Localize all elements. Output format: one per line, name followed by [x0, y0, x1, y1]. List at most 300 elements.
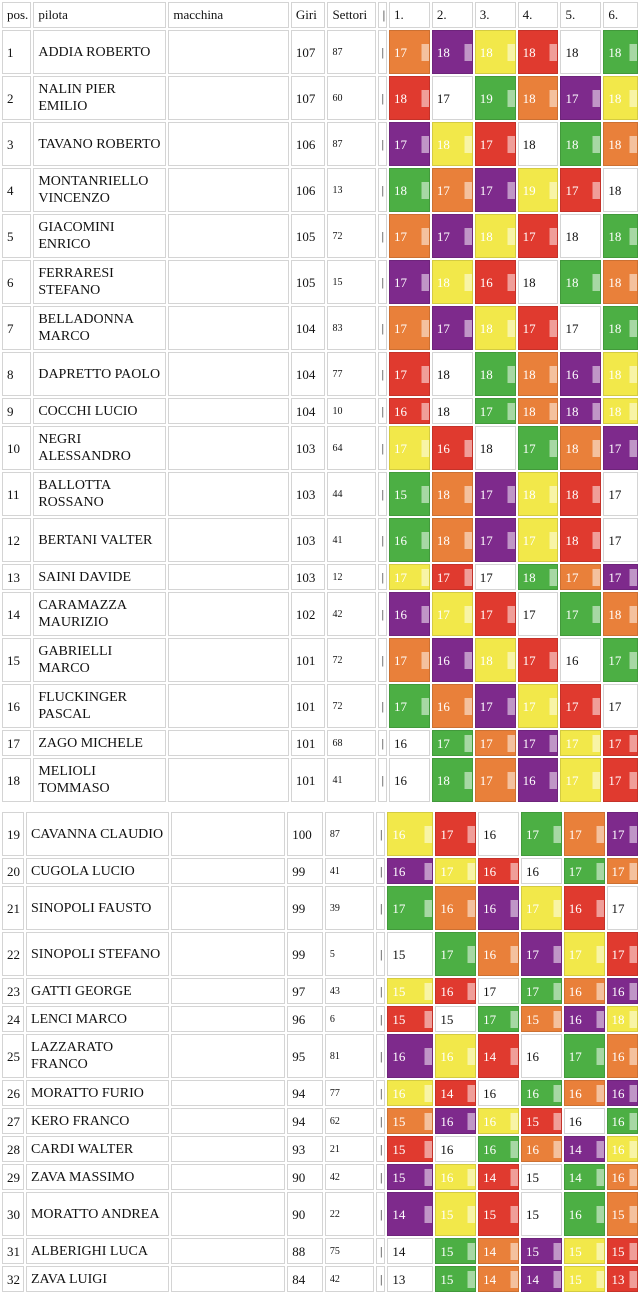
lane-1-cell — [389, 306, 430, 350]
driver-name-cell: COCCHI LUCIO — [33, 398, 166, 424]
separator-cell: | — [376, 1136, 385, 1162]
laps-cell: 106 — [291, 168, 326, 212]
driver-name-cell: CAVANNA CLAUDIO — [26, 812, 169, 856]
lane-1-cell — [387, 812, 433, 856]
lane-lap-value: 18 — [604, 228, 637, 245]
lane-lap-value: 17 — [611, 900, 625, 916]
driver-name-cell: FERRARESI STEFANO — [33, 260, 166, 304]
car-cell — [168, 168, 288, 212]
sectors-cell: 87 — [325, 812, 374, 856]
lane-1-cell — [389, 214, 430, 258]
driver-name-cell: MORATTO ANDREA — [26, 1192, 169, 1236]
lane-3-cell — [475, 592, 516, 636]
lane-lap-value: 17 — [479, 1011, 518, 1028]
position-cell: 1 — [2, 30, 31, 74]
lane-2-cell — [432, 730, 473, 756]
lane-6-cell — [603, 214, 638, 258]
lane-4-cell — [518, 638, 559, 682]
lane-4-cell — [518, 30, 559, 74]
lane-lap-value: 15 — [436, 1271, 475, 1288]
car-cell — [168, 472, 288, 516]
lane-lap-value: 15 — [525, 1169, 539, 1185]
lane-2-cell — [435, 1266, 476, 1292]
sectors-cell: 87 — [327, 30, 375, 74]
lane-4-cell — [521, 1192, 562, 1236]
lane-1-cell — [389, 76, 430, 120]
lane-lap-value: 15 — [436, 1243, 475, 1260]
lane-6-cell — [607, 1238, 638, 1264]
lane-lap-value: 18 — [519, 569, 558, 586]
table-row — [2, 1080, 638, 1106]
laps-cell: 104 — [291, 306, 326, 350]
laps-cell: 99 — [287, 932, 323, 976]
laps-cell: 103 — [291, 426, 326, 470]
lane-3-cell — [475, 398, 516, 424]
lane-6-cell — [603, 306, 638, 350]
table-row — [2, 1192, 638, 1236]
lane-5-cell — [564, 1192, 605, 1236]
lane-5-cell — [564, 1136, 605, 1162]
laps-cell: 88 — [287, 1238, 323, 1264]
position-cell: 25 — [2, 1034, 24, 1078]
driver-name-cell: SINOPOLI STEFANO — [26, 932, 169, 976]
lane-4-cell — [521, 1266, 562, 1292]
lane-lap-value: 17 — [604, 440, 637, 457]
lane-2-cell — [435, 1136, 476, 1162]
separator-cell: | — [378, 214, 387, 258]
table-row — [2, 932, 638, 976]
separator-cell: | — [378, 260, 387, 304]
lane-1-cell — [387, 1164, 433, 1190]
lane-2-cell — [435, 1034, 476, 1078]
laps-cell: 101 — [291, 758, 326, 802]
lane-2-cell — [432, 472, 473, 516]
separator-cell: | — [376, 1164, 385, 1190]
lane-lap-value: 17 — [565, 826, 604, 843]
table-row — [2, 518, 638, 562]
sectors-cell: 77 — [325, 1080, 374, 1106]
position-cell: 28 — [2, 1136, 24, 1162]
lane-4-cell — [518, 684, 559, 728]
table-row — [2, 1266, 638, 1292]
lane-5-cell — [560, 730, 601, 756]
lane-5-cell — [564, 1006, 605, 1032]
lane-2-cell — [435, 1108, 476, 1134]
position-cell: 21 — [2, 886, 24, 930]
lane-3-cell — [478, 978, 519, 1004]
driver-name-cell: LAZZARATO FRANCO — [26, 1034, 169, 1078]
lane-lap-value: 17 — [561, 735, 600, 752]
lane-lap-value: 17 — [604, 735, 637, 752]
lane-4-cell — [521, 1108, 562, 1134]
lane-lap-value: 17 — [565, 320, 579, 336]
lane-lap-value: 15 — [479, 1206, 518, 1223]
lane-1-cell — [387, 1238, 433, 1264]
lane-lap-value: 17 — [519, 735, 558, 752]
laps-cell: 104 — [291, 398, 326, 424]
lane-1-cell — [387, 1266, 433, 1292]
table-row — [2, 1164, 638, 1190]
lane-1-cell — [389, 638, 430, 682]
lane-3-cell — [478, 858, 519, 884]
lane-5-cell — [560, 122, 601, 166]
sectors-cell: 43 — [325, 978, 374, 1004]
separator-cell: | — [376, 886, 385, 930]
lane-lap-value: 17 — [433, 320, 472, 337]
lane-1-cell — [387, 978, 433, 1004]
lane-lap-value: 18 — [561, 403, 600, 420]
laps-cell: 94 — [287, 1108, 323, 1134]
position-cell: 32 — [2, 1266, 24, 1292]
lane-lap-value: 17 — [608, 698, 622, 714]
lane-lap-value: 17 — [561, 90, 600, 107]
lane-lap-value: 17 — [604, 772, 637, 789]
lane-lap-value: 16 — [388, 1048, 432, 1065]
lane-5-cell — [560, 260, 601, 304]
lane-lap-value: 15 — [392, 946, 406, 962]
lane-lap-value: 18 — [433, 772, 472, 789]
lane-lap-value: 15 — [608, 1206, 637, 1223]
lane-2-cell — [432, 352, 473, 396]
lane-6-cell — [603, 398, 638, 424]
sectors-cell: 87 — [327, 122, 375, 166]
driver-name-cell: MELIOLI TOMMASO — [33, 758, 166, 802]
lane-5-cell — [560, 352, 601, 396]
lane-2-cell — [435, 932, 476, 976]
laps-cell: 103 — [291, 472, 326, 516]
lane-5-cell — [560, 398, 601, 424]
lane-3-cell — [475, 564, 516, 590]
lane-3-cell — [475, 730, 516, 756]
separator-cell: | — [378, 758, 387, 802]
position-cell: 6 — [2, 260, 31, 304]
sectors-cell: 41 — [327, 518, 375, 562]
lane-3-cell — [475, 214, 516, 258]
lane-2-cell — [435, 1080, 476, 1106]
lane-lap-value: 15 — [608, 1243, 637, 1260]
lane-4-cell — [521, 1034, 562, 1078]
driver-name-cell: MORATTO FURIO — [26, 1080, 169, 1106]
lane-4-cell — [518, 122, 559, 166]
lane-lap-value: 16 — [568, 1113, 582, 1129]
driver-name-cell: SAINI DAVIDE — [33, 564, 166, 590]
laps-cell: 105 — [291, 260, 326, 304]
car-cell — [168, 30, 288, 74]
lane-6-cell — [607, 1080, 638, 1106]
lane-lap-value: 14 — [436, 1085, 475, 1102]
car-cell — [171, 1266, 285, 1292]
car-cell — [168, 306, 288, 350]
laps-cell: 99 — [287, 886, 323, 930]
position-cell: 10 — [2, 426, 31, 470]
lane-lap-value: 18 — [565, 228, 579, 244]
lane-lap-value: 15 — [388, 1011, 432, 1028]
lane-1-cell — [389, 730, 430, 756]
lane-4-cell — [521, 1238, 562, 1264]
col-header-separator: | — [378, 2, 387, 28]
lane-lap-value: 17 — [476, 403, 515, 420]
lane-lap-value: 16 — [479, 946, 518, 963]
table-row — [2, 472, 638, 516]
sectors-cell: 72 — [327, 214, 375, 258]
lane-lap-value: 17 — [519, 440, 558, 457]
lane-2-cell — [432, 564, 473, 590]
separator-cell: | — [378, 684, 387, 728]
lane-2-cell — [432, 592, 473, 636]
lane-2-cell — [432, 684, 473, 728]
laps-cell: 102 — [291, 592, 326, 636]
position-cell: 19 — [2, 812, 24, 856]
lane-lap-value: 17 — [436, 946, 475, 963]
lane-lap-value: 16 — [388, 1085, 432, 1102]
lane-lap-value: 17 — [390, 652, 429, 669]
driver-name-cell: KERO FRANCO — [26, 1108, 169, 1134]
lane-4-cell — [521, 1136, 562, 1162]
lane-4-cell — [518, 214, 559, 258]
table-row — [2, 426, 638, 470]
separator-cell: | — [378, 426, 387, 470]
sectors-cell: 41 — [325, 858, 374, 884]
position-cell: 29 — [2, 1164, 24, 1190]
lane-lap-value: 17 — [479, 569, 493, 585]
lane-3-cell — [478, 1238, 519, 1264]
lane-lap-value: 17 — [565, 946, 604, 963]
lane-lap-value: 16 — [433, 698, 472, 715]
lane-lap-value: 17 — [519, 698, 558, 715]
col-header-lane-3: 3. — [475, 2, 516, 28]
lane-5-cell — [564, 1080, 605, 1106]
lane-lap-value: 17 — [436, 863, 475, 880]
position-cell: 12 — [2, 518, 31, 562]
lane-6-cell — [603, 76, 638, 120]
position-cell: 22 — [2, 932, 24, 976]
lane-lap-value: 16 — [440, 1141, 454, 1157]
lane-lap-value: 18 — [604, 44, 637, 61]
lane-3-cell — [478, 1266, 519, 1292]
car-cell — [171, 1108, 285, 1134]
col-header-settori: Settori — [327, 2, 375, 28]
lane-lap-value: 16 — [608, 1048, 637, 1065]
table-row — [2, 1238, 638, 1264]
lane-1-cell — [387, 1192, 433, 1236]
lane-lap-value: 16 — [388, 863, 432, 880]
driver-name-cell: CARDI WALTER — [26, 1136, 169, 1162]
car-cell — [168, 426, 288, 470]
separator-cell: | — [378, 518, 387, 562]
lane-2-cell — [432, 518, 473, 562]
lane-lap-value: 17 — [390, 274, 429, 291]
lane-lap-value: 15 — [522, 1243, 561, 1260]
separator-cell: | — [378, 122, 387, 166]
position-cell: 18 — [2, 758, 31, 802]
separator-cell: | — [378, 730, 387, 756]
sectors-cell: 42 — [325, 1164, 374, 1190]
col-header-pilota: pilota — [33, 2, 166, 28]
lane-lap-value: 17 — [476, 772, 515, 789]
lane-lap-value: 16 — [522, 1141, 561, 1158]
lane-lap-value: 15 — [522, 1113, 561, 1130]
lane-2-cell — [435, 1006, 476, 1032]
lane-1-cell — [389, 122, 430, 166]
driver-name-cell: BELLADONNA MARCO — [33, 306, 166, 350]
laps-cell: 105 — [291, 214, 326, 258]
driver-name-cell: DAPRETTO PAOLO — [33, 352, 166, 396]
car-cell — [168, 758, 288, 802]
lane-1-cell — [387, 1136, 433, 1162]
lane-lap-value: 16 — [522, 1085, 561, 1102]
car-cell — [168, 352, 288, 396]
lane-lap-value: 18 — [519, 403, 558, 420]
lane-1-cell — [389, 426, 430, 470]
lane-lap-value: 14 — [565, 1169, 604, 1186]
driver-name-cell: BALLOTTA ROSSANO — [33, 472, 166, 516]
separator-cell: | — [376, 1266, 385, 1292]
lane-lap-value: 18 — [476, 652, 515, 669]
lane-lap-value: 14 — [479, 1243, 518, 1260]
sectors-cell: 41 — [327, 758, 375, 802]
lane-lap-value: 15 — [525, 1206, 539, 1222]
col-header-lane-5: 5. — [560, 2, 601, 28]
lane-lap-value: 16 — [483, 1085, 497, 1101]
lane-6-cell — [603, 122, 638, 166]
lane-lap-value: 14 — [522, 1271, 561, 1288]
separator-cell: | — [378, 398, 387, 424]
lane-lap-value: 17 — [519, 320, 558, 337]
lane-3-cell — [475, 684, 516, 728]
lane-lap-value: 16 — [390, 606, 429, 623]
lane-lap-value: 17 — [476, 735, 515, 752]
driver-name-cell: TAVANO ROBERTO — [33, 122, 166, 166]
separator-cell: | — [376, 1034, 385, 1078]
lane-lap-value: 17 — [390, 569, 429, 586]
lane-lap-value: 16 — [565, 1011, 604, 1028]
car-cell — [168, 214, 288, 258]
sectors-cell: 62 — [325, 1108, 374, 1134]
car-cell — [168, 76, 288, 120]
lane-lap-value: 18 — [436, 403, 450, 419]
lane-lap-value: 16 — [525, 1048, 539, 1064]
lane-lap-value: 16 — [388, 826, 432, 843]
lane-4-cell — [518, 758, 559, 802]
sectors-cell: 5 — [325, 932, 374, 976]
lane-lap-value: 18 — [522, 274, 536, 290]
lane-3-cell — [478, 1108, 519, 1134]
lane-lap-value: 17 — [476, 486, 515, 503]
lane-2-cell — [435, 812, 476, 856]
lane-6-cell — [603, 168, 638, 212]
lane-lap-value: 18 — [604, 320, 637, 337]
lane-lap-value: 16 — [565, 652, 579, 668]
table-row — [2, 592, 638, 636]
laps-cell: 96 — [287, 1006, 323, 1032]
lane-lap-value: 17 — [522, 983, 561, 1000]
sectors-cell: 83 — [327, 306, 375, 350]
lane-lap-value: 17 — [388, 900, 432, 917]
lane-6-cell — [603, 472, 638, 516]
lane-1-cell — [389, 472, 430, 516]
lane-4-cell — [521, 1080, 562, 1106]
lane-lap-value: 17 — [476, 136, 515, 153]
separator-cell: | — [376, 812, 385, 856]
lane-lap-value: 17 — [561, 182, 600, 199]
lane-lap-value: 16 — [436, 900, 475, 917]
laps-cell: 101 — [291, 684, 326, 728]
lane-lap-value: 17 — [522, 946, 561, 963]
table-row — [2, 1136, 638, 1162]
lane-lap-value: 18 — [476, 320, 515, 337]
lane-lap-value: 16 — [479, 1113, 518, 1130]
lane-4-cell — [518, 260, 559, 304]
lane-1-cell — [389, 684, 430, 728]
laps-cell: 100 — [287, 812, 323, 856]
laps-cell: 97 — [287, 978, 323, 1004]
lane-2-cell — [432, 76, 473, 120]
driver-name-cell: ADDIA ROBERTO — [33, 30, 166, 74]
lane-lap-value: 18 — [561, 532, 600, 549]
lane-5-cell — [560, 76, 601, 120]
lane-4-cell — [521, 932, 562, 976]
lane-lap-value: 17 — [476, 532, 515, 549]
position-cell: 17 — [2, 730, 31, 756]
lane-lap-value: 16 — [436, 1169, 475, 1186]
lane-lap-value: 16 — [394, 772, 408, 788]
col-header-lane-4: 4. — [518, 2, 559, 28]
separator-cell: | — [376, 978, 385, 1004]
lane-lap-value: 15 — [388, 983, 432, 1000]
laps-cell: 94 — [287, 1080, 323, 1106]
lane-6-cell — [607, 886, 638, 930]
lane-6-cell — [603, 684, 638, 728]
lane-lap-value: 16 — [565, 983, 604, 1000]
lane-lap-value: 17 — [519, 228, 558, 245]
lane-lap-value: 17 — [519, 652, 558, 669]
lane-5-cell — [564, 1034, 605, 1078]
lane-4-cell — [521, 978, 562, 1004]
lane-6-cell — [603, 758, 638, 802]
lane-lap-value: 18 — [561, 486, 600, 503]
car-cell — [168, 564, 288, 590]
car-cell — [168, 730, 288, 756]
lane-lap-value: 18 — [433, 136, 472, 153]
lane-3-cell — [478, 1192, 519, 1236]
lane-lap-value: 16 — [608, 1141, 637, 1158]
driver-name-cell: NALIN PIER EMILIO — [33, 76, 166, 120]
car-cell — [171, 1238, 285, 1264]
car-cell — [171, 1192, 285, 1236]
car-cell — [168, 260, 288, 304]
lane-lap-value: 17 — [565, 1048, 604, 1065]
lane-lap-value: 17 — [390, 136, 429, 153]
lane-1-cell — [389, 398, 430, 424]
lane-3-cell — [475, 306, 516, 350]
lane-lap-value: 17 — [436, 90, 450, 106]
laps-cell: 103 — [291, 518, 326, 562]
driver-name-cell: GIACOMINI ENRICO — [33, 214, 166, 258]
lane-5-cell — [564, 1108, 605, 1134]
lane-lap-value: 18 — [604, 90, 637, 107]
laps-cell: 104 — [291, 352, 326, 396]
lane-4-cell — [518, 592, 559, 636]
car-cell — [171, 978, 285, 1004]
table-row — [2, 886, 638, 930]
lane-4-cell — [518, 168, 559, 212]
header-row — [2, 2, 638, 28]
lane-lap-value: 18 — [476, 44, 515, 61]
lane-lap-value: 16 — [479, 900, 518, 917]
position-cell: 9 — [2, 398, 31, 424]
lane-lap-value: 18 — [522, 136, 536, 152]
lane-lap-value: 18 — [479, 440, 493, 456]
